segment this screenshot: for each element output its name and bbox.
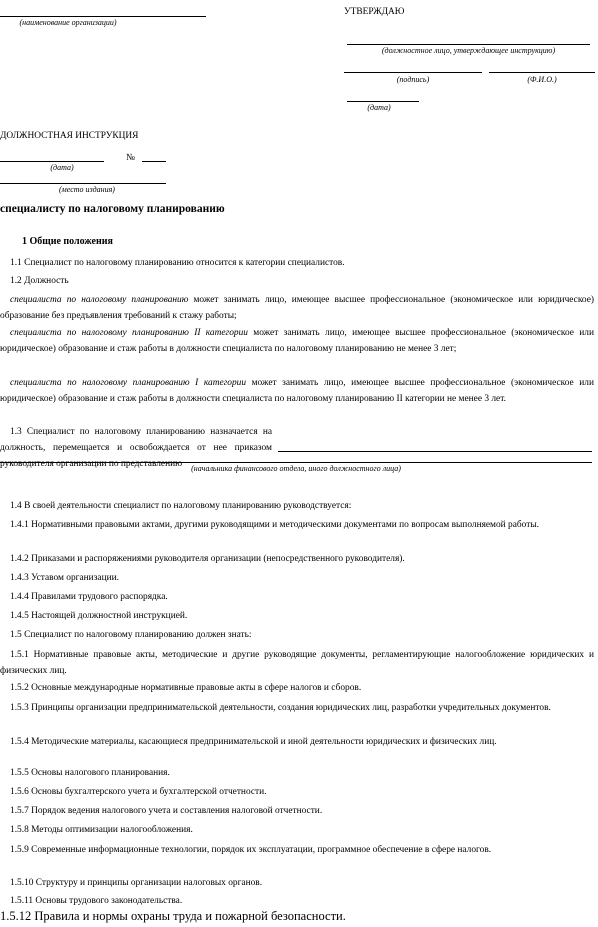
org-name-caption: (наименование организации) (19, 18, 117, 27)
approver-position-caption: (должностное лицо, утверждающее инструкцию) (381, 46, 556, 55)
para-1-4-5: 1.4.5 Настоящей должностной инструкцией. (10, 611, 188, 621)
para-1-5-6: 1.5.6 Основы бухгалтерского учета и бухгалтерской отчетности. (10, 787, 267, 797)
approver-position-line[interactable] (347, 44, 590, 45)
fio-line[interactable] (489, 72, 595, 73)
position-cat2-em: специалиста по налоговому планированию II категории (10, 328, 248, 338)
nomination-line-2[interactable] (0, 462, 592, 463)
para-position-base (0, 292, 594, 324)
approve-date-line[interactable] (347, 101, 419, 102)
para-1-5-12: 1.5.12 Правила и нормы охраны труда и пожарной безопасности. (0, 909, 346, 923)
para-1-5-2: 1.5.2 Основные международные нормативные правовые акты в сфере налогов и сборов. (10, 683, 362, 693)
para-position-cat2 (0, 325, 594, 357)
para-1-5-11: 1.5.11 Основы трудового законодательства. (10, 896, 183, 906)
para-1-4: 1.4 В своей деятельности специалист по налоговому планированию руководствуется: (10, 501, 352, 511)
doc-date-caption: (дата) (50, 163, 74, 172)
para-1-5-4: 1.5.4 Методические материалы, касающиеся предпринимательской и иной деятельности юридических и физических лиц. (10, 737, 497, 747)
para-1-4-2: 1.4.2 Приказами и распоряжениями руководителя организации (непосредственного руководителя). (10, 554, 405, 564)
doc-place-caption: (место издания) (59, 185, 115, 194)
para-1-5-5: 1.5.5 Основы налогового планирования. (10, 768, 170, 778)
para-1-5-9: 1.5.9 Современные информационные технологии, порядок их эксплуатации, программное обеспечение в сфере налогов. (10, 845, 492, 855)
para-1-2: 1.2 Должность (10, 276, 69, 286)
para-1-3: 1.3 Специалист по налоговому планированию назначается на должность, перемещается и освобождается от нее приказом руководителя организации по представлению (0, 427, 272, 469)
position-cat1-text: может занимать лицо, имеющее высшее профессиональное (экономическое или юридическое) образование и стаж работы в должности специалиста по налоговому планированию II категории не менее 3 лет. (0, 378, 594, 404)
signature-line[interactable] (344, 72, 482, 73)
position-cat2-text: может занимать лицо, имеющее высшее профессиональное (экономическое или юридическое) образование и стаж работы в должности специалиста по налоговому планированию не менее 3 лет; (0, 328, 594, 354)
para-1-5-10: 1.5.10 Структуру и принципы организации налоговых органов. (10, 878, 263, 888)
org-name-line[interactable] (0, 16, 206, 17)
nomination-caption: (начальника финансового отдела, иного должностного лица) (191, 464, 401, 473)
signature-caption: (подпись) (396, 75, 430, 84)
doc-date-line[interactable] (0, 161, 104, 162)
nomination-line-1[interactable] (278, 451, 592, 452)
doc-number-line[interactable] (142, 161, 166, 162)
section-heading: 1 Общие положения (22, 236, 113, 247)
para-1-5-8: 1.5.8 Методы оптимизации налогообложения. (10, 825, 193, 835)
para-1-4-1: 1.4.1 Нормативными правовыми актами, другими руководящими и методическими документами по вопросам выполняемой работы. (10, 520, 539, 530)
approve-title: УТВЕРЖДАЮ (344, 7, 405, 17)
doc-title: ДОЛЖНОСТНАЯ ИНСТРУКЦИЯ (0, 131, 139, 141)
doc-subject: специалисту по налоговому планированию (0, 203, 225, 215)
position-base-text: может занимать лицо, имеющее высшее профессиональное (экономическое или юридическое) образование без предъявления требований к стажу работы; (0, 295, 594, 321)
position-cat1-em: специалиста по налоговому планированию I категории (10, 378, 247, 388)
doc-place-line[interactable] (0, 183, 166, 184)
fio-caption: (Ф.И.О.) (527, 75, 557, 84)
approve-date-caption: (дата) (367, 103, 391, 112)
para-1-5-7: 1.5.7 Порядок ведения налогового учета и составления налоговой отчетности. (10, 806, 323, 816)
para-position-cat1 (0, 375, 594, 407)
para-1-4-4: 1.4.4 Правилами трудового распорядка. (10, 592, 168, 602)
para-1-1: 1.1 Специалист по налоговому планированию относится к категории специалистов. (10, 258, 345, 268)
para-1-4-3: 1.4.3 Уставом организации. (10, 573, 119, 583)
para-1-5: 1.5 Специалист по налоговому планированию должен знать: (10, 630, 252, 640)
para-1-5-3: 1.5.3 Принципы организации предпринимательской деятельности, создания юридических лиц, разработки учредительных документов. (10, 703, 551, 713)
para-1-5-1: 1.5.1 Нормативные правовые акты, методические и другие руководящие документы, регламентирующие налогообложение юридических и физических лиц. (0, 650, 594, 676)
position-base-em: специалиста по налоговому планированию (10, 295, 189, 305)
doc-number-sign: № (126, 153, 135, 163)
